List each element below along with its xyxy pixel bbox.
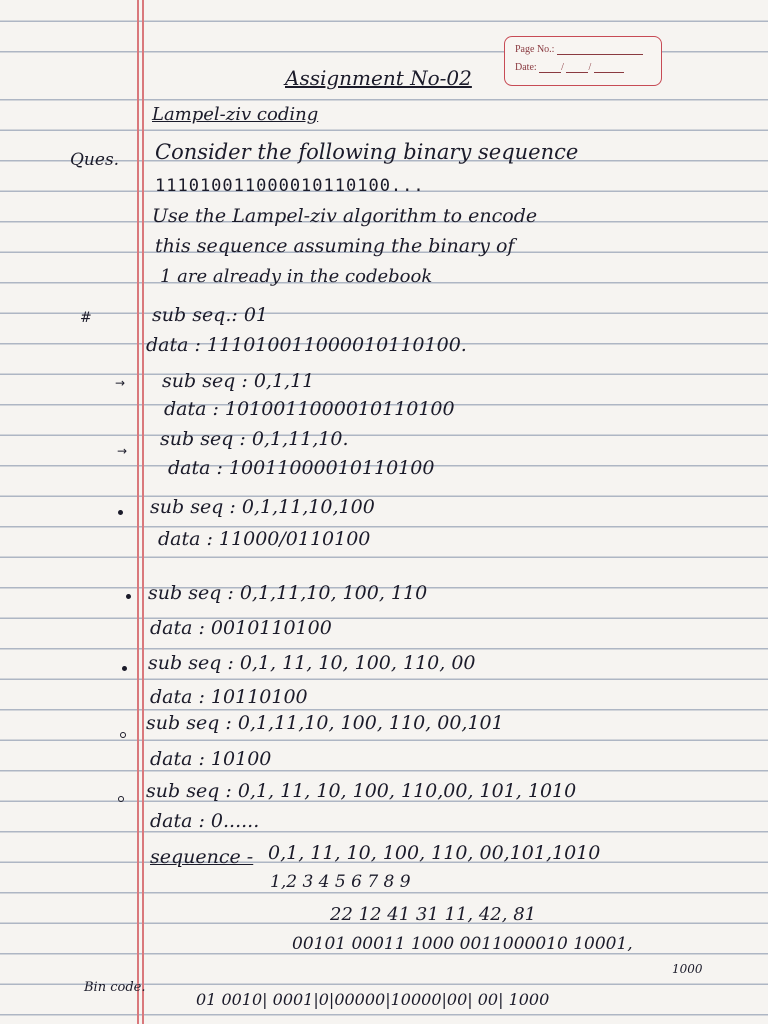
step-data: data : 111010011000010110100.	[146, 334, 467, 356]
step-data: data : 1010011000010110100	[164, 398, 455, 420]
code-value: 01 0010| 0001|0|00000|10000|00| 00| 1000	[196, 990, 550, 1009]
page-title: Assignment No-02	[285, 66, 472, 90]
code-label: Bin code.	[84, 980, 146, 995]
step-subseq: sub seq : 0,1, 11, 10, 100, 110,00, 101, 1010	[146, 780, 577, 802]
section-heading: Lampel-ziv coding	[152, 104, 319, 125]
ring-bullet	[118, 796, 124, 802]
bullet	[126, 594, 131, 599]
arrow-mark: →	[117, 444, 128, 458]
sequence-positions: 1,2 3 4 5 6 7 8 9	[270, 872, 411, 892]
sequence-codes: 22 12 41 31 11, 42, 81	[330, 904, 537, 925]
step-data: data : 10100	[150, 748, 272, 770]
side-note: 1000	[672, 962, 703, 976]
hash-mark: #	[80, 310, 92, 326]
step-subseq: sub seq : 0,1,11,10, 100, 110, 00,101	[146, 712, 504, 734]
step-data: data : 11000/0110100	[158, 528, 371, 550]
margin-line	[137, 0, 139, 1024]
step-data: data : 10110100	[150, 686, 308, 708]
question-line: 1 are already in the codebook	[160, 266, 433, 287]
ring-bullet	[120, 732, 126, 738]
step-subseq: sub seq : 0,1, 11, 10, 100, 110, 00	[148, 652, 476, 674]
step-data: data : 10011000010110100	[168, 457, 435, 479]
step-subseq: sub seq : 0,1,11,10.	[160, 428, 349, 450]
step-subseq: sub seq.: 01	[152, 304, 269, 326]
page-no-line	[557, 54, 643, 55]
step-subseq: sub seq : 0,1,11	[162, 370, 315, 392]
step-subseq: sub seq : 0,1,11,10, 100, 110	[148, 582, 428, 604]
step-data: data : 0010110100	[150, 617, 332, 639]
arrow-mark: →	[115, 376, 126, 390]
bullet	[122, 666, 127, 671]
step-data: data : 0......	[150, 810, 260, 832]
date-label: Date:	[515, 62, 537, 73]
question-line: this sequence assuming the binary of	[155, 235, 515, 257]
page-no-label: Page No.:	[515, 44, 555, 55]
page-number-date-box: Page No.: Date: / /	[504, 36, 662, 86]
question-line: Consider the following binary sequence	[155, 140, 579, 164]
step-subseq: sub seq : 0,1,11,10,100	[150, 496, 375, 518]
margin-line	[142, 0, 144, 1024]
sequence-values: 0,1, 11, 10, 100, 110, 00,101,1010	[268, 842, 601, 864]
sequence-label: sequence -	[150, 846, 254, 868]
question-line: Use the Lampel-ziv algorithm to encode	[152, 205, 538, 227]
bullet	[118, 510, 123, 515]
binary-line: 00101 00011 1000 0011000010 10001,	[292, 934, 633, 954]
question-label: Ques.	[70, 150, 120, 170]
question-line: 111010011000010110100...	[155, 176, 425, 196]
